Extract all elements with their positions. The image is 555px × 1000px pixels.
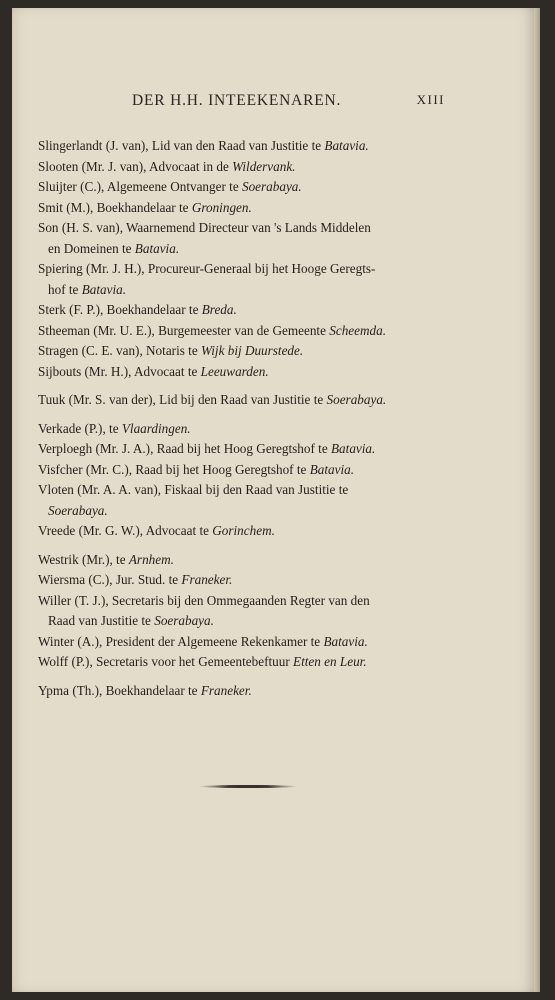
entry-place: Soerabaya. [241,179,302,194]
entry-text: Stheeman (Mr. U. E.), Burgemeester van de Gemeente [38,322,330,338]
entry-text: Tuuk (Mr. S. van der), Lid bij den Raad van Justitie te [38,392,327,407]
book-page [12,8,540,992]
list-item [38,681,440,702]
entry-text: Wiersma (C.), Jur. Stud. te [38,572,182,587]
entry-text: Son (H. S. van), Waarnemend Directeur van 's Lands Middelen [38,220,371,235]
entry-continuation [38,280,440,301]
entry-gap [38,673,440,681]
entry-place: Batavia. [309,461,355,477]
entry-text: Visfcher (Mr. C.), Raad bij het Hoog Geregtshof te [38,461,310,477]
entry-text: Verkade (P.), te [38,420,122,436]
entry-text: Stragen (C. E. van), Notaris te [38,343,201,358]
entry-place: Batavia. [331,441,376,456]
list-item [38,300,440,321]
entry-text: Westrik (Mr.), te [38,551,129,567]
entry-place: Soerabaya. [326,392,387,407]
entry-gap [38,382,440,390]
entry-text: Vloten (Mr. A. A. van), Fiskaal bij den Raad van Justitie te [38,482,349,497]
entry-text: Slingerlandt (J. van), Lid van den Raad van Justitie te [38,138,325,153]
entry-place: Gorinchem. [212,523,275,538]
list-item [38,362,440,383]
entry-gap [38,411,440,419]
entry-continuation [38,239,440,260]
list-item [38,157,440,178]
list-item [38,521,440,542]
list-item [38,198,440,219]
entry-place: Batavia. [324,138,369,153]
page-number: XIII [416,92,445,107]
list-item [38,570,440,591]
list-item [38,632,440,653]
running-header [132,92,445,110]
list-item [38,259,440,300]
entry-place: Franeker. [181,572,233,587]
entry-place: Leeuwarden. [200,363,269,379]
list-item [38,652,440,673]
entry-place: Franeker. [200,682,252,698]
list-item [38,218,440,259]
entry-place: Breda. [201,302,237,317]
entry-place: Soerabaya. [154,613,214,628]
list-item [38,550,440,571]
list-item [38,591,440,632]
list-item [38,460,440,481]
entry-text: Wolff (P.), Secretaris voor het Gemeentebeftuur [38,654,294,669]
entry-text: Verploegh (Mr. J. A.), Raad bij het Hoog Geregtshof te [38,441,331,456]
entry-place: Vlaardingen. [121,420,191,436]
entry-text: Sluijter (C.), Algemeene Ontvanger te [38,179,242,194]
entry-place: Etten en Leur. [293,654,367,669]
entry-gap [38,542,440,550]
entry-text: Winter (A.), President der Algemeene Rekenkamer te [38,633,324,649]
entry-place: Batavia. [134,240,180,256]
header-title: DER H.H. INTEEKENAREN. [132,92,342,109]
entry-continuation-text: en Domeinen te [48,240,135,256]
list-item [38,136,440,157]
entry-text: Ypma (Th.), Boekhandelaar te [38,682,201,698]
entry-place: Soerabaya. [48,502,108,518]
entry-text: Willer (T. J.), Secretaris bij den Ommegaanden Regter van den [38,592,370,608]
entry-text: Slooten (Mr. J. van), Advocaat in de [38,158,233,174]
entry-place: Batavia. [81,281,127,297]
list-item [38,419,440,440]
entry-continuation [38,611,440,632]
entry-place: Groningen. [191,199,252,215]
list-item [38,341,440,362]
list-item [38,177,440,198]
entry-text: Sterk (F. P.), Boekhandelaar te [38,302,202,317]
entry-text: Vreede (Mr. G. W.), Advocaat te [38,523,213,538]
entry-place: Scheemda. [329,322,387,338]
list-item [38,321,440,342]
entry-place: Batavia. [323,633,368,649]
entry-text: Sijbouts (Mr. H.), Advocaat te [38,363,201,379]
entry-text: Spiering (Mr. J. H.), Procureur-Generaal bij het Hooge Geregts- [38,261,376,276]
entry-continuation-text: hof te [48,281,82,297]
subscriber-list [38,136,440,701]
list-item [38,390,440,411]
ornamental-rule [199,785,297,788]
page-edge [534,8,540,992]
list-item [38,439,440,460]
entry-place: Wijk bij Duurstede. [200,343,304,358]
entry-place: Wildervank. [232,158,296,174]
list-item [38,480,440,521]
entry-continuation [38,501,440,522]
entry-place: Arnhem. [128,551,174,567]
entry-continuation-text: Raad van Justitie te [48,613,155,628]
entry-text: Smit (M.), Boekhandelaar te [38,199,192,215]
